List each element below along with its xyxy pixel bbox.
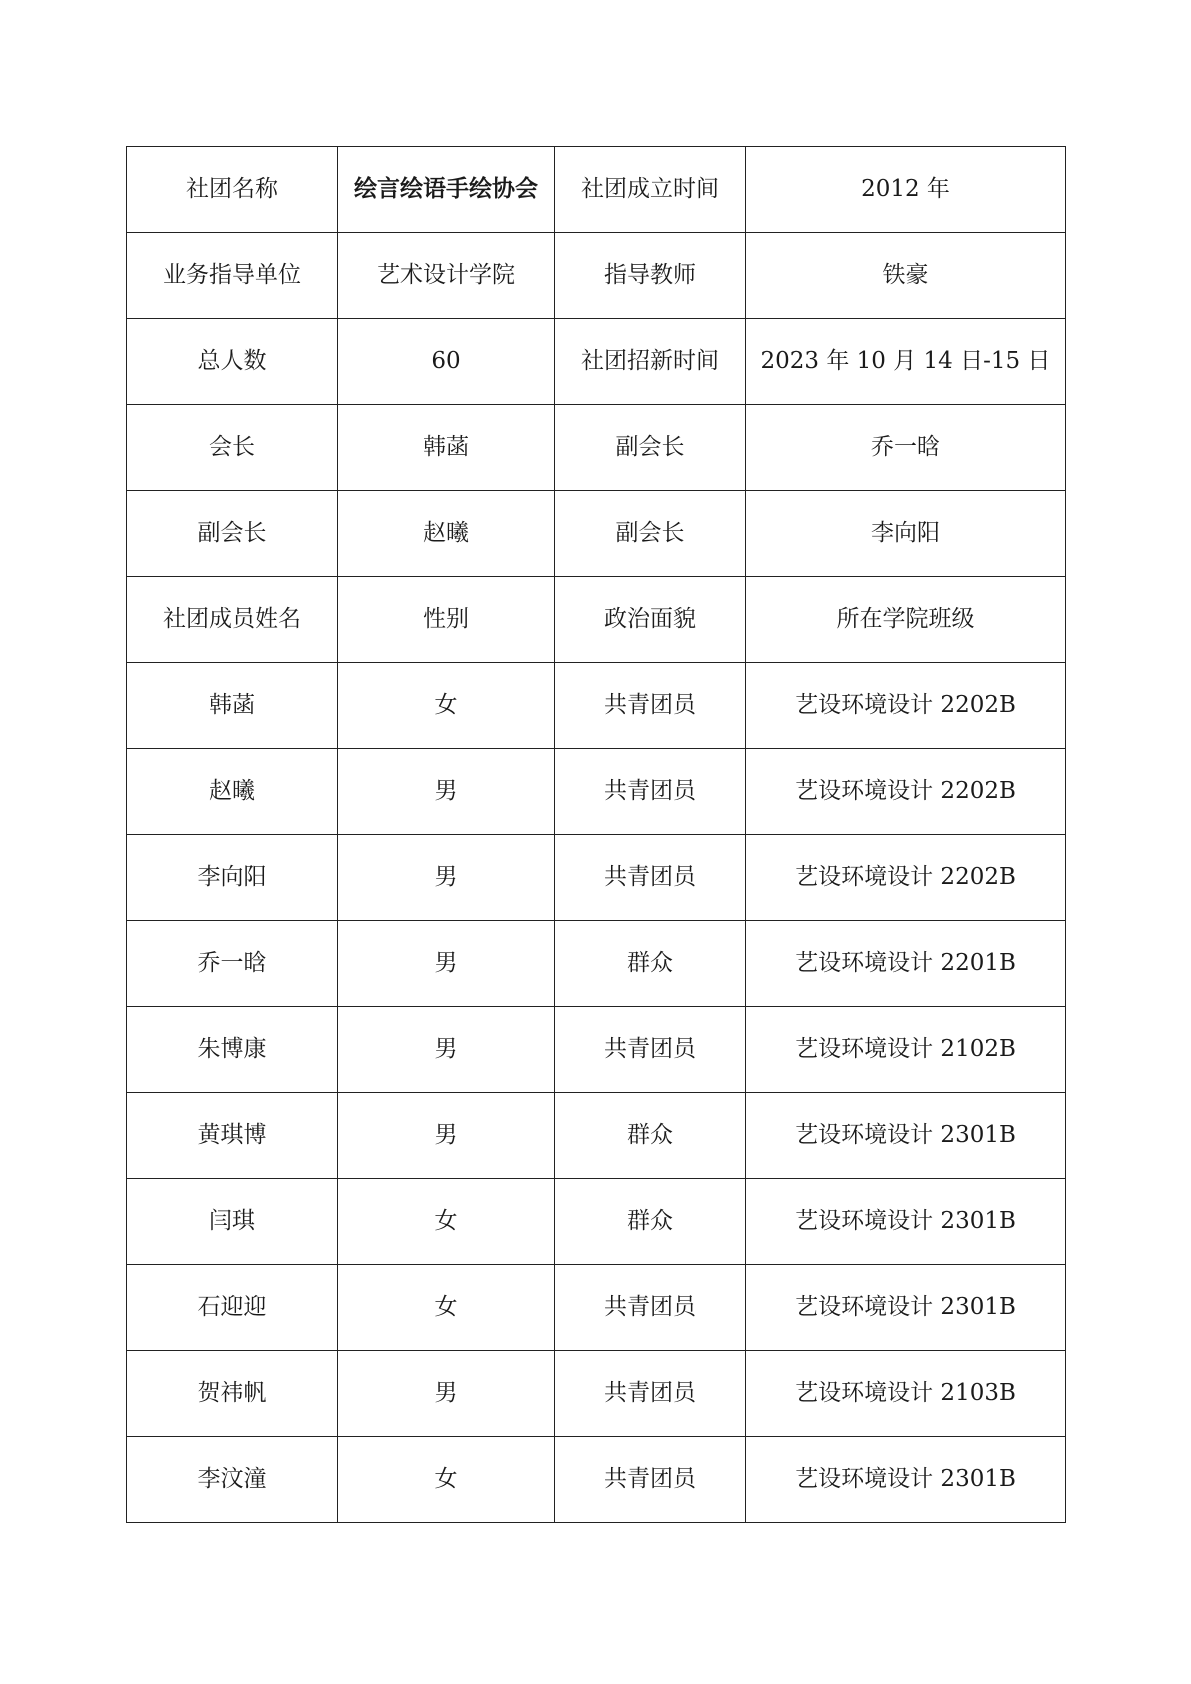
member-college-class: 艺设环境设计 2301B bbox=[746, 1093, 1066, 1179]
table-row bbox=[127, 1265, 1066, 1351]
member-political-status: 群众 bbox=[555, 1093, 746, 1179]
member-college-class: 艺设环境设计 2301B bbox=[746, 1179, 1066, 1265]
total-label: 总人数 bbox=[127, 319, 338, 405]
table-row bbox=[127, 835, 1066, 921]
header-college-class: 所在学院班级 bbox=[746, 577, 1066, 663]
club-info-row-unit bbox=[127, 233, 1066, 319]
member-college-class: 艺设环境设计 2202B bbox=[746, 749, 1066, 835]
table-row bbox=[127, 1437, 1066, 1523]
member-political-status: 共青团员 bbox=[555, 1351, 746, 1437]
member-name: 贺祎帆 bbox=[127, 1351, 338, 1437]
club-name-label: 社团名称 bbox=[127, 147, 338, 233]
club-registration-table bbox=[126, 146, 1066, 1523]
vice-president-value: 赵曦 bbox=[338, 491, 555, 577]
total-value: 60 bbox=[338, 319, 555, 405]
table-row bbox=[127, 749, 1066, 835]
member-political-status: 共青团员 bbox=[555, 663, 746, 749]
header-member-name: 社团成员姓名 bbox=[127, 577, 338, 663]
member-gender: 男 bbox=[338, 921, 555, 1007]
unit-label: 业务指导单位 bbox=[127, 233, 338, 319]
member-gender: 女 bbox=[338, 1265, 555, 1351]
member-gender: 女 bbox=[338, 1179, 555, 1265]
member-name: 乔一晗 bbox=[127, 921, 338, 1007]
member-name: 韩菡 bbox=[127, 663, 338, 749]
club-info-row-vice-presidents bbox=[127, 491, 1066, 577]
founded-value: 2012 年 bbox=[746, 147, 1066, 233]
member-name: 赵曦 bbox=[127, 749, 338, 835]
member-political-status: 群众 bbox=[555, 1179, 746, 1265]
vice-president-label: 副会长 bbox=[555, 405, 746, 491]
header-political-status: 政治面貌 bbox=[555, 577, 746, 663]
member-name: 李向阳 bbox=[127, 835, 338, 921]
member-gender: 男 bbox=[338, 749, 555, 835]
president-label: 会长 bbox=[127, 405, 338, 491]
club-name-value: 绘言绘语手绘协会 bbox=[338, 147, 555, 233]
member-college-class: 艺设环境设计 2102B bbox=[746, 1007, 1066, 1093]
member-gender: 男 bbox=[338, 1093, 555, 1179]
member-political-status: 共青团员 bbox=[555, 1265, 746, 1351]
member-name: 李汶潼 bbox=[127, 1437, 338, 1523]
member-college-class: 艺设环境设计 2201B bbox=[746, 921, 1066, 1007]
member-gender: 男 bbox=[338, 1351, 555, 1437]
member-college-class: 艺设环境设计 2301B bbox=[746, 1437, 1066, 1523]
recruit-value: 2023 年 10 月 14 日-15 日 bbox=[746, 319, 1066, 405]
member-college-class: 艺设环境设计 2202B bbox=[746, 663, 1066, 749]
table-row bbox=[127, 921, 1066, 1007]
advisor-value: 铁豪 bbox=[746, 233, 1066, 319]
founded-label: 社团成立时间 bbox=[555, 147, 746, 233]
table-row bbox=[127, 1351, 1066, 1437]
table-row bbox=[127, 1179, 1066, 1265]
club-info-row-president bbox=[127, 405, 1066, 491]
members-header-row bbox=[127, 577, 1066, 663]
header-gender: 性别 bbox=[338, 577, 555, 663]
vice-president-value: 乔一晗 bbox=[746, 405, 1066, 491]
table-row bbox=[127, 663, 1066, 749]
recruit-label: 社团招新时间 bbox=[555, 319, 746, 405]
unit-value: 艺术设计学院 bbox=[338, 233, 555, 319]
member-gender: 女 bbox=[338, 663, 555, 749]
table-row bbox=[127, 1007, 1066, 1093]
vice-president-value: 李向阳 bbox=[746, 491, 1066, 577]
member-college-class: 艺设环境设计 2202B bbox=[746, 835, 1066, 921]
member-political-status: 群众 bbox=[555, 921, 746, 1007]
member-political-status: 共青团员 bbox=[555, 835, 746, 921]
member-gender: 女 bbox=[338, 1437, 555, 1523]
advisor-label: 指导教师 bbox=[555, 233, 746, 319]
vice-president-label: 副会长 bbox=[127, 491, 338, 577]
president-value: 韩菡 bbox=[338, 405, 555, 491]
member-name: 石迎迎 bbox=[127, 1265, 338, 1351]
member-college-class: 艺设环境设计 2301B bbox=[746, 1265, 1066, 1351]
member-list bbox=[127, 663, 1066, 1523]
member-name: 闫琪 bbox=[127, 1179, 338, 1265]
member-name: 朱博康 bbox=[127, 1007, 338, 1093]
member-political-status: 共青团员 bbox=[555, 1007, 746, 1093]
member-gender: 男 bbox=[338, 835, 555, 921]
member-political-status: 共青团员 bbox=[555, 749, 746, 835]
member-gender: 男 bbox=[338, 1007, 555, 1093]
table-row bbox=[127, 1093, 1066, 1179]
member-college-class: 艺设环境设计 2103B bbox=[746, 1351, 1066, 1437]
club-info-row-total bbox=[127, 319, 1066, 405]
club-info-row-name bbox=[127, 147, 1066, 233]
vice-president-label: 副会长 bbox=[555, 491, 746, 577]
member-political-status: 共青团员 bbox=[555, 1437, 746, 1523]
member-name: 黄琪博 bbox=[127, 1093, 338, 1179]
